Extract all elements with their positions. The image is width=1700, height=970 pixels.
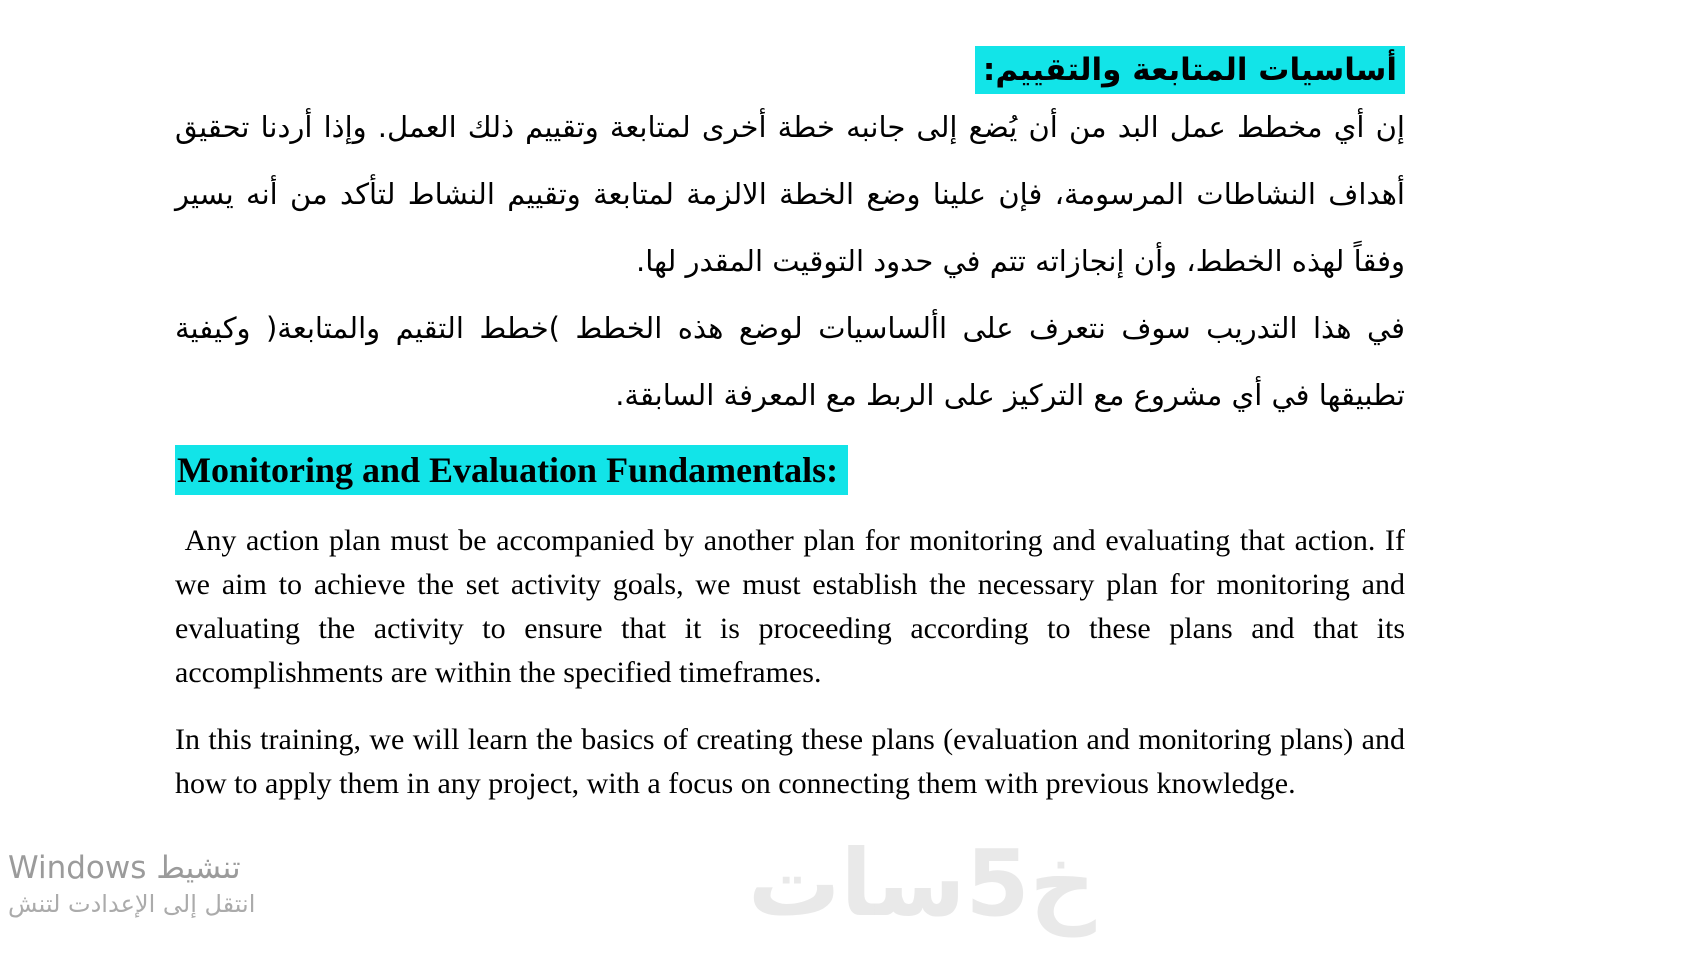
english-section-heading: Monitoring and Evaluation Fundamentals: <box>175 445 848 495</box>
arabic-heading-row <box>175 46 1405 94</box>
windows-activation-title: تنشيط Windows <box>8 850 241 886</box>
english-heading-row <box>175 445 1405 495</box>
windows-activation-subtitle: انتقل إلى الإعدادت لتنش <box>8 890 256 918</box>
arabic-paragraph-2: في هذا التدريب سوف نتعرف على األساسيات لوضع هذه الخطط )خطط التقيم والمتابعة( وكيفية تطبيقها في أي مشروع مع التركيز على الربط مع المعرفة السابقة. <box>175 311 1405 413</box>
arabic-section-heading: أساسيات المتابعة والتقييم: <box>975 46 1405 94</box>
english-paragraph-1: Any action plan must be accompanied by another plan for monitoring and evaluating that action. If we aim to achieve the set activity goals, we must establish the necessary plan for monitoring and evaluating the activity to ensure that it is proceeding according to these plans and that its accomplishments are within the specified timeframes. <box>175 524 1413 690</box>
arabic-paragraph-1: إن أي مخطط عمل البد من أن يُضع إلى جانبه خطة أخرى لمتابعة وتقييم ذلك العمل. وإذا أردنا تحقيق أهداف النشاطات المرسومة، فإن علينا وضع الخطة الالزمة لمتابعة وتقييم النشاط لتأكد من أنه يسير وفقاً لهذه الخطط، وأن إنجازاته تتم في حدود التوقيت المقدر لها. <box>175 110 1405 279</box>
khamsat-logo-watermark: خ5سات <box>748 830 1096 937</box>
english-paragraph-2: In this training, we will learn the basics of creating these plans (evaluation and monitoring plans) and how to apply them in any project, with a focus on connecting them with previous knowledge. <box>175 723 1413 801</box>
windows-activation-watermark <box>8 848 281 920</box>
document-content <box>175 46 1413 829</box>
